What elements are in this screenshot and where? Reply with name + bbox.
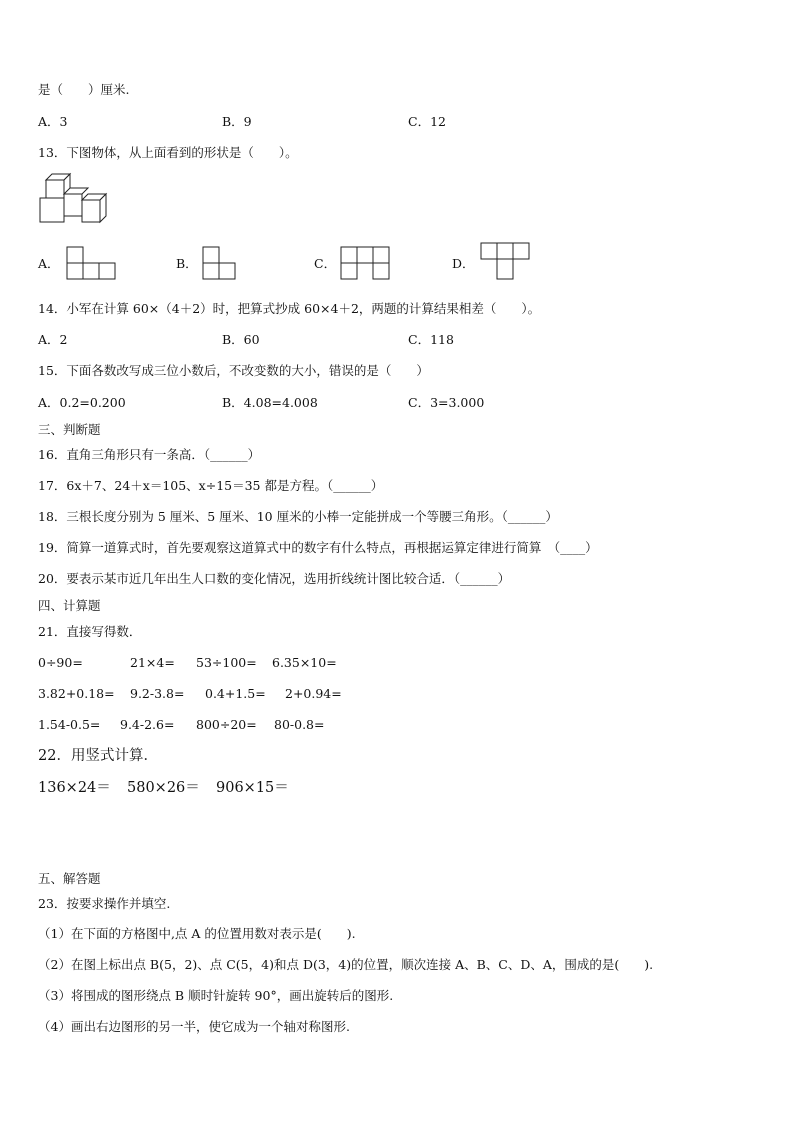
q12-stem-tail: 是（ ）厘米. (38, 82, 130, 97)
q21-item[interactable]: 6.35×10= (272, 655, 337, 670)
q14-option-c[interactable]: C．118 (408, 332, 454, 347)
q22-item[interactable]: 580×26＝ (127, 780, 200, 796)
q21-item[interactable]: 80-0.8= (274, 717, 325, 732)
top-view-a-shape[interactable] (66, 246, 116, 280)
q14-stem: 14．小军在计算 60×（4＋2）时，把算式抄成 60×4＋2，两题的计算结果相差（ ）。 (38, 301, 541, 316)
q23-stem: 23．按要求操作并填空. (38, 896, 171, 911)
q23-part-3[interactable]: （3）将围成的图形绕点 B 顺时针旋转 90°，画出旋转后的图形. (38, 988, 394, 1003)
top-view-d-shape[interactable] (480, 242, 530, 282)
q21-item[interactable]: 9.2-3.8= (130, 686, 185, 701)
q14-option-a[interactable]: A．2 (38, 332, 68, 347)
q23-part-2[interactable]: （2）在图上标出点 B(5，2)、点 C(5，4)和点 D(3，4)的位置，顺次连接 A、B、C、D、A，围成的是( ). (38, 957, 654, 972)
q23-part-1[interactable]: （1）在下面的方格图中,点 A 的位置用数对表示是( ). (38, 926, 356, 941)
q13-option-a-label[interactable]: A． (38, 256, 60, 271)
q14-option-b[interactable]: B．60 (222, 332, 260, 347)
judge-item-19[interactable]: 19．简算一道算式时，首先要观察这道算式中的数字有什么特点，再根据运算定律进行简算 （____） (38, 540, 598, 555)
q22-item[interactable]: 136×24＝ (38, 780, 111, 796)
judge-item-17[interactable]: 17．6x＋7、24＋x＝105、x÷15＝35 都是方程。（______） (38, 478, 384, 493)
q13-stem: 13．下图物体，从上面看到的形状是（ ）。 (38, 145, 298, 160)
judge-item-20[interactable]: 20．要表示某市近几年出生人口数的变化情况，选用折线统计图比较合适．（______） (38, 571, 511, 586)
top-view-b-shape[interactable] (202, 246, 236, 280)
q15-option-a[interactable]: A．0.2=0.200 (38, 395, 126, 410)
q22-stem: 22．用竖式计算． (38, 748, 158, 764)
q21-item[interactable]: 9.4-2.6= (120, 717, 175, 732)
q21-item[interactable]: 1.54-0.5= (38, 717, 101, 732)
stacked-cubes-figure (38, 172, 110, 226)
q21-item[interactable]: 800÷20= (196, 717, 257, 732)
section-judge-heading: 三、判断题 (38, 422, 101, 437)
q15-option-b[interactable]: B．4.08=4.008 (222, 395, 318, 410)
q15-stem: 15．下面各数改写成三位小数后，不改变数的大小，错误的是（ ） (38, 363, 429, 378)
q12-option-c[interactable]: C．12 (408, 114, 446, 129)
top-view-c-shape[interactable] (340, 246, 390, 280)
judge-item-18[interactable]: 18．三根长度分别为 5 厘米、5 厘米、10 厘米的小棒一定能拼成一个等腰三角形。（______） (38, 509, 558, 524)
q21-stem: 21．直接写得数． (38, 624, 142, 639)
q13-option-b-label[interactable]: B． (176, 256, 198, 271)
q22-item[interactable]: 906×15＝ (216, 780, 289, 796)
q21-item[interactable]: 3.82+0.18= (38, 686, 115, 701)
q12-option-a[interactable]: A．3 (38, 114, 68, 129)
q23-part-4[interactable]: （4）画出右边图形的另一半，使它成为一个轴对称图形. (38, 1019, 350, 1034)
q21-item[interactable]: 53÷100= (196, 655, 257, 670)
q15-option-c[interactable]: C．3=3.000 (408, 395, 485, 410)
q21-item[interactable]: 2+0.94= (285, 686, 342, 701)
q12-option-b[interactable]: B．9 (222, 114, 252, 129)
q21-item[interactable]: 0.4+1.5= (205, 686, 266, 701)
q13-option-c-label[interactable]: C． (314, 256, 337, 271)
q21-item[interactable]: 21×4= (130, 655, 175, 670)
section-answer-heading: 五、解答题 (38, 871, 101, 886)
judge-item-16[interactable]: 16．直角三角形只有一条高．（______） (38, 447, 261, 462)
q13-option-d-label[interactable]: D． (452, 256, 475, 271)
q21-item[interactable]: 0÷90= (38, 655, 83, 670)
section-calc-heading: 四、计算题 (38, 598, 101, 613)
